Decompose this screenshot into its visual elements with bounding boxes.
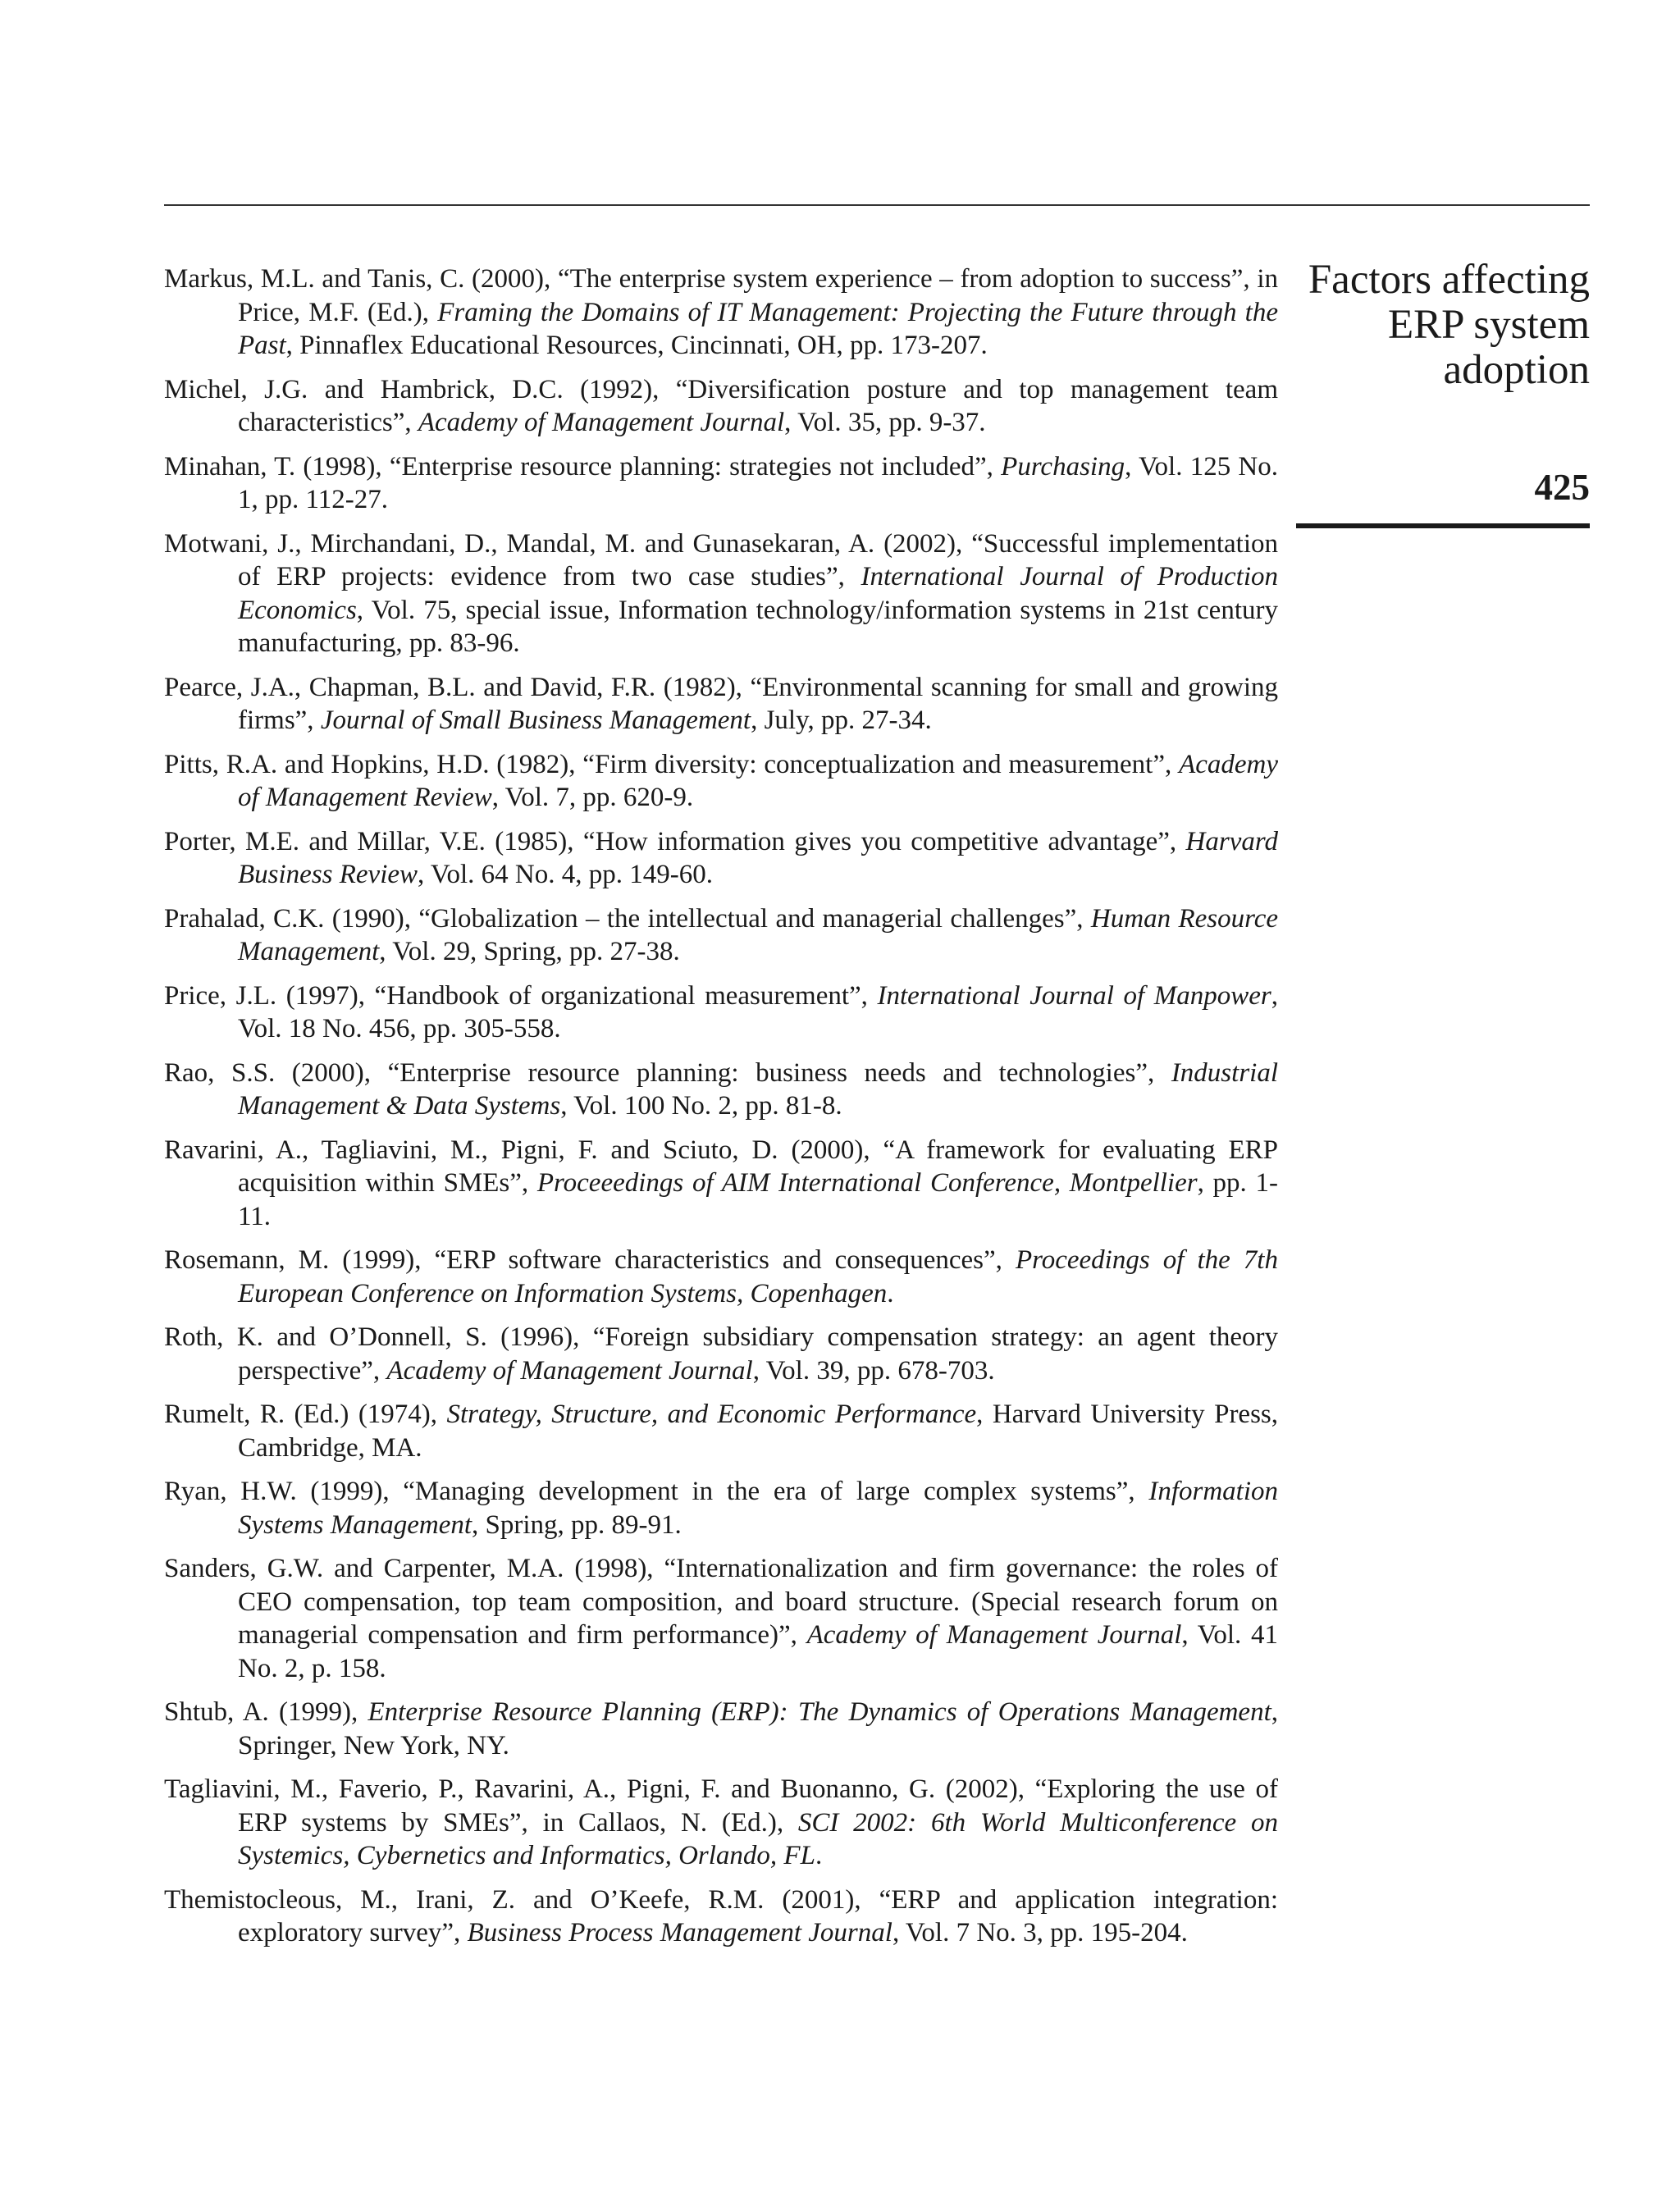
reference-entry (164, 825, 1278, 892)
reference-title-italic: Business Process Management Journal (467, 1918, 892, 1948)
reference-entry (164, 1475, 1278, 1541)
reference-text: Motwani, J., Mirchandani, D., Mandal, M. and Gunasekaran, A. (2002), “Successful implementation of ERP projects: evidence from two case studies”, (164, 528, 1278, 591)
reference-entry (164, 748, 1278, 815)
reference-entry (164, 373, 1278, 440)
reference-text: . (815, 1841, 823, 1870)
reference-text: , Vol. 29, Spring, pp. 27-38. (379, 937, 680, 966)
reference-text: , Vol. 41 No. 2, p. 158. (238, 1620, 1278, 1683)
reference-text: Rao, S.S. (2000), “Enterprise resource planning: business needs and technologies”, (164, 1057, 1171, 1088)
reference-text: Rumelt, R. (Ed.) (1974), (164, 1400, 447, 1429)
reference-entry (164, 527, 1278, 660)
reference-title-italic: Enterprise Resource Planning (ERP): The Dynamics of Operations Management (368, 1697, 1271, 1727)
reference-entry (164, 263, 1278, 363)
reference-text: Shtub, A. (1999), (164, 1697, 368, 1727)
reference-entry (164, 1398, 1278, 1464)
reference-entry (164, 1773, 1278, 1873)
reference-text: , Springer, New York, NY. (238, 1697, 1278, 1760)
reference-text: Prahalad, C.K. (1990), “Globalization – the intellectual and managerial challenges”, (164, 903, 1091, 934)
reference-text: , Vol. 75, special issue, Information technology/information systems in 21st century manufacturing, pp. 83-96. (238, 595, 1278, 658)
reference-entry (164, 1134, 1278, 1234)
reference-text: Sanders, G.W. and Carpenter, M.A. (1998), “Internationalization and firm governance: the roles of CEO compensation, top team composition, and board structure. (Special research forum on managerial compensation and firm performance)”, (164, 1554, 1278, 1650)
reference-text: , Harvard University Press, Cambridge, MA. (238, 1400, 1279, 1463)
reference-text: , Pinnaflex Educational Resources, Cincinnati, OH, pp. 173-207. (285, 331, 988, 360)
reference-title-italic: SCI 2002: 6th World Multiconference on Systemics, Cybernetics and Informatics, Orlando, FL (238, 1807, 1278, 1870)
page-number: 425 (1534, 467, 1590, 508)
reference-text: Ravarini, A., Tagliavini, M., Pigni, F. and Sciuto, D. (2000), “A framework for evaluating ERP acquisition within SMEs”, (164, 1135, 1278, 1198)
reference-entry (164, 1884, 1278, 1950)
reference-entry (164, 979, 1278, 1046)
reference-text: Markus, M.L. and Tanis, C. (2000), “The enterprise system experience – from adoption to success”, in Price, M.F. (Ed.), (164, 264, 1278, 327)
reference-title-italic: Academy of Management Journal (386, 1355, 753, 1386)
reference-entry (164, 450, 1278, 517)
running-head-line-1: Factors affecting (1308, 257, 1590, 303)
reference-text: , Vol. 18 No. 456, pp. 305-558. (238, 980, 1279, 1043)
reference-text: , pp. 1-11. (238, 1168, 1278, 1231)
reference-title-italic: Industrial Management & Data Systems (238, 1057, 1278, 1121)
reference-text: Pitts, R.A. and Hopkins, H.D. (1982), “Firm diversity: conceptualization and measurement”, (164, 749, 1180, 779)
header-rule (164, 204, 1590, 206)
running-head-line-3: adoption (1443, 347, 1590, 393)
reference-title-italic: Strategy, Structure, and Economic Performance (446, 1400, 977, 1429)
reference-text: Pearce, J.A., Chapman, B.L. and David, F.R. (1982), “Environmental scanning for small and growing firms”, (164, 672, 1278, 735)
reference-text: , Vol. 7 No. 3, pp. 195-204. (892, 1918, 1188, 1948)
reference-title-italic: Proceeedings of AIM International Conference, Montpellier (536, 1168, 1198, 1198)
reference-title-italic: Information Systems Management (238, 1477, 1278, 1540)
running-head (1296, 258, 1590, 393)
reference-entry (164, 1057, 1278, 1123)
reference-title-italic: Proceedings of the 7th European Conference on Information Systems, Copenhagen (238, 1245, 1278, 1308)
reference-text: Price, J.L. (1997), “Handbook of organizational measurement”, (164, 980, 878, 1011)
reference-entry (164, 1244, 1278, 1310)
reference-text: Themistocleous, M., Irani, Z. and O’Keefe, R.M. (2001), “ERP and application integration: exploratory survey”, (164, 1884, 1278, 1948)
reference-text: Ryan, H.W. (1999), “Managing development in the era of large complex systems”, (164, 1477, 1149, 1506)
reference-entry (164, 1552, 1278, 1685)
reference-entry (164, 902, 1278, 969)
reference-entry (164, 671, 1278, 737)
reference-text: , Vol. 125 No. 1, pp. 112-27. (238, 451, 1278, 514)
reference-title-italic: International Journal of Manpower (877, 980, 1271, 1011)
running-head-line-2: ERP system (1387, 302, 1590, 348)
reference-text: Michel, J.G. and Hambrick, D.C. (1992), “Diversification posture and top management team characteristics”, (164, 374, 1278, 437)
reference-text: , Vol. 35, pp. 9-37. (784, 408, 986, 437)
reference-text: Porter, M.E. and Millar, V.E. (1985), “How information gives you competitive advantage”, (164, 826, 1186, 856)
reference-text: , Spring, pp. 89-91. (472, 1509, 682, 1540)
reference-title-italic: Academy of Management Journal (806, 1620, 1182, 1650)
reference-title-italic: Academy of Management Journal (418, 408, 785, 437)
reference-title-italic: Purchasing (1001, 451, 1125, 482)
reference-entry (164, 1321, 1278, 1387)
reference-text: . (887, 1278, 894, 1308)
reference-text: , Vol. 100 No. 2, pp. 81-8. (560, 1091, 842, 1121)
reference-title-italic: Academy of Management Review (238, 749, 1278, 812)
reference-text: , July, pp. 27-34. (751, 706, 932, 735)
reference-title-italic: Harvard Business Review (238, 826, 1278, 889)
reference-text: Tagliavini, M., Faverio, P., Ravarini, A., Pigni, F. and Buonanno, G. (2002), “Exploring the use of ERP systems by SMEs”, in Callaos, N. (Ed.), (164, 1774, 1278, 1838)
reference-text: , Vol. 64 No. 4, pp. 149-60. (418, 860, 714, 889)
page-number-rule (1296, 523, 1590, 528)
reference-entry (164, 1696, 1278, 1762)
reference-text: , Vol. 39, pp. 678-703. (752, 1355, 995, 1386)
reference-text: Roth, K. and O’Donnell, S. (1996), “Foreign subsidiary compensation strategy: an agent theory perspective”, (164, 1322, 1278, 1386)
reference-text: , Vol. 7, pp. 620-9. (491, 783, 694, 812)
reference-list (164, 263, 1278, 1961)
reference-text: Minahan, T. (1998), “Enterprise resource planning: strategies not included”, (164, 451, 1002, 482)
reference-title-italic: International Journal of Production Economics (238, 562, 1278, 625)
reference-title-italic: Journal of Small Business Management (320, 706, 751, 735)
reference-title-italic: Framing the Domains of IT Management: Projecting the Future through the Past (238, 297, 1278, 360)
reference-text: Rosemann, M. (1999), “ERP software characteristics and consequences”, (164, 1245, 1016, 1275)
reference-title-italic: Human Resource Management (238, 903, 1279, 966)
